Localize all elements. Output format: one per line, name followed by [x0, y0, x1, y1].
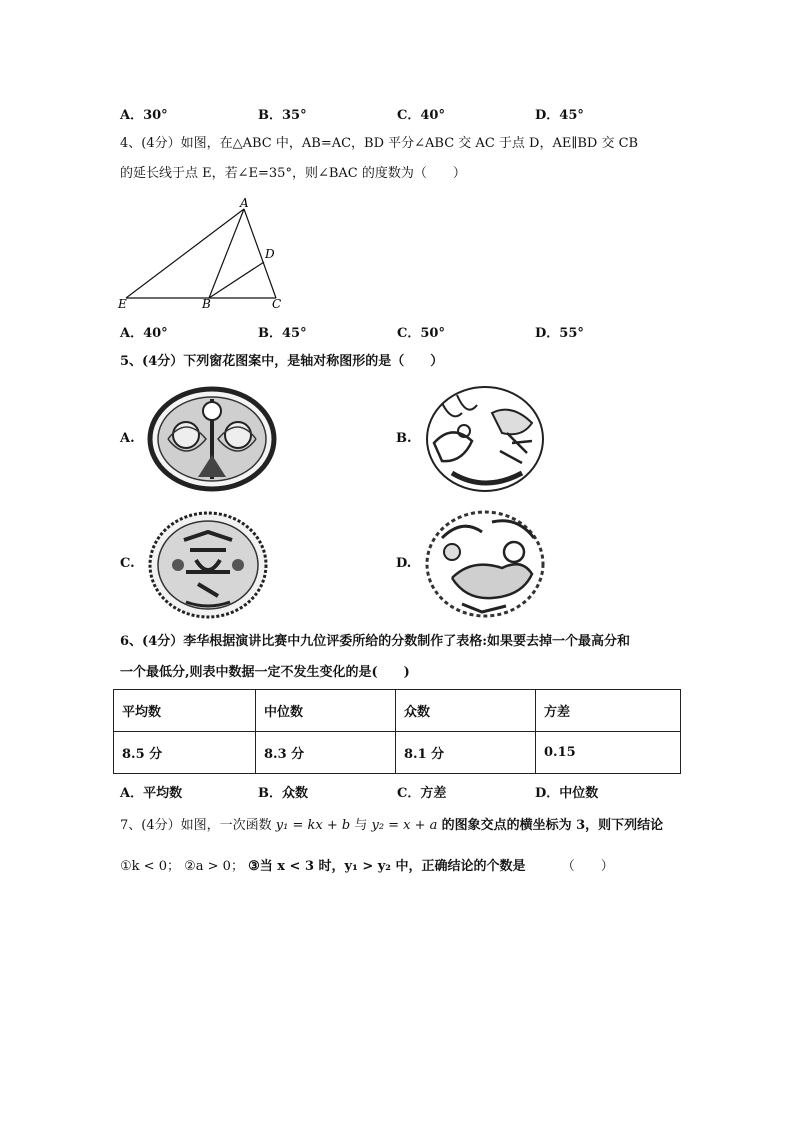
q3-option-a: A．30°: [120, 108, 168, 123]
header-mode: 众数: [396, 690, 536, 732]
q3-option-c: C．40°: [397, 108, 445, 123]
q6-option-a: A．平均数: [120, 786, 183, 801]
q5-label-a: A.: [120, 431, 135, 446]
q7-conclusion-3: ③当 x < 3 时，y₁ > y₂ 中，正确结论的个数是: [248, 859, 526, 874]
q7-stem-suffix: 的图象交点的横坐标为 3，则下列结论: [441, 818, 664, 833]
line-bd: [209, 262, 264, 298]
q6-option-d: D．中位数: [535, 786, 599, 801]
q7-stem-prefix: 7、(4分）如图，一次函数: [120, 818, 272, 833]
label-c: C: [272, 297, 282, 310]
q4-option-d: D．55°: [535, 326, 584, 341]
cell-median: 8.3 分: [256, 732, 396, 774]
q7-conclusion-1: ①k < 0；: [120, 859, 180, 874]
q5-label-b: B.: [396, 431, 412, 446]
q4-stem-line1: 4、(4分）如图，在△ABC 中，AB=AC，BD 平分∠ABC 交 AC 于点 D，AE∥BD 交 CB: [120, 136, 639, 151]
label-d: D: [265, 247, 275, 261]
paper-cut-b-image: [422, 383, 548, 495]
table-row: [114, 732, 681, 774]
q4-option-b: B．45°: [258, 326, 307, 341]
q4-stem-line2: 的延长线于点 E，若∠E=35°，则∠BAC 的度数为（ ）: [120, 166, 466, 181]
label-b: B: [202, 297, 211, 310]
q6-stem-line2: 一个最低分,则表中数据一定不发生变化的是( ): [120, 665, 410, 680]
q7-equation-y1: y₁ = kx + b: [275, 818, 351, 833]
header-median: 中位数: [256, 690, 396, 732]
label-a: A: [240, 196, 249, 210]
q4-triangle-figure: [113, 195, 288, 310]
q3-option-d: D．45°: [535, 108, 584, 123]
score-stats-table: [113, 689, 681, 774]
q4-option-a: A．40°: [120, 326, 168, 341]
header-mean: 平均数: [114, 690, 256, 732]
paper-cut-a-image: [146, 385, 278, 493]
table-header-row: [114, 690, 681, 732]
q6-option-b: B．众数: [258, 786, 308, 801]
q4-option-c: C．50°: [397, 326, 445, 341]
q5-label-c: C.: [120, 556, 135, 571]
q7-conclusion-2: ②a > 0；: [184, 859, 244, 874]
cell-mean: 8.5 分: [114, 732, 256, 774]
q7-conclusions: [120, 858, 614, 876]
paper-cut-c-image: [146, 510, 270, 620]
q7-stem-mid: 与: [354, 818, 368, 833]
paper-cut-d-image: [422, 508, 548, 620]
q7-answer-paren: （ ）: [561, 859, 614, 874]
q5-stem: 5、(4分）下列窗花图案中，是轴对称图形的是（ ）: [120, 354, 444, 369]
q6-option-c: C．方差: [397, 786, 447, 801]
label-e: E: [118, 297, 127, 310]
q7-stem: [120, 817, 663, 835]
header-variance: 方差: [536, 690, 681, 732]
cell-mode: 8.1 分: [396, 732, 536, 774]
q6-stem-line1: 6、(4分）李华根据演讲比赛中九位评委所给的分数制作了表格:如果要去掉一个最高分和: [120, 634, 631, 649]
q5-label-d: D.: [396, 556, 412, 571]
q3-option-b: B．35°: [258, 108, 307, 123]
cell-variance: 0.15: [536, 732, 681, 774]
q7-equation-y2: y₂ = x + a: [371, 818, 438, 833]
